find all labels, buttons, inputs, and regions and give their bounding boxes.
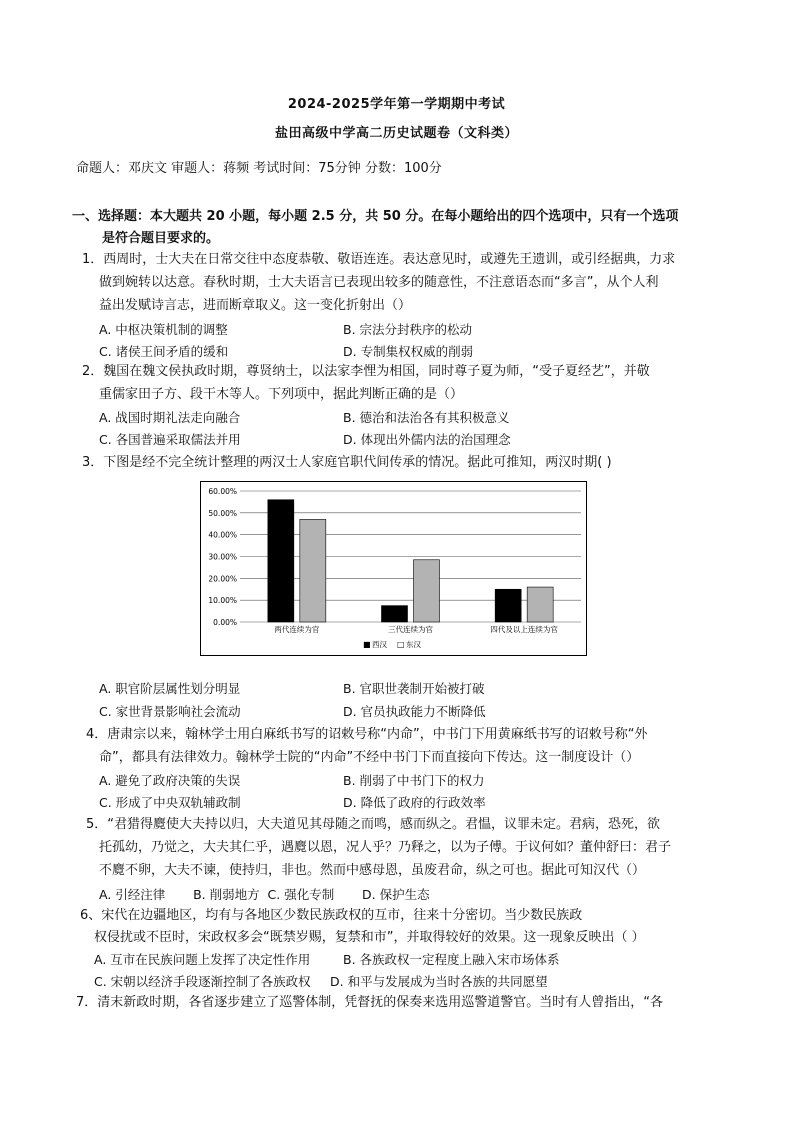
q2-line-1: 2．魏国在魏文侯执政时期，尊贤纳士，以法家李悝为相国，同时尊子夏为师，“受子夏经艺”，并敬: [82, 364, 650, 379]
exam-subtitle: 盐田高级中学高二历史试题卷（文科类）: [274, 126, 518, 141]
q3-option-b: B. 官职世袭制开始被打破: [343, 681, 485, 696]
section-heading: [72, 206, 722, 250]
legend-label: 西汉: [372, 640, 387, 649]
q5-line-3: 不麑不卵，大夫不谏，使持归，非也。然而中感母恩，虽废君命，纵之可也。据此可知汉代（）: [99, 863, 646, 878]
y-tick-label: 60.00%: [208, 487, 237, 496]
y-tick-label: 30.00%: [208, 552, 237, 562]
q4-line-2: 命”，都具有法律效力。翰林学士院的“内命”不经中书门下而直接向下传达。这一制度设计（）: [99, 750, 640, 765]
exam-meta: 命题人：邓庆文 审题人：蒋频 考试时间：75分钟 分数：100分: [76, 161, 442, 176]
q5-options: A. 引经注律 B. 削弱地方 C. 强化专制 D. 保护生态: [99, 887, 430, 902]
q4-line-1: 4．唐肃宗以来，翰林学士用白麻纸书写的诏敕号称“内命”，中书门下用黄麻纸书写的诏敕号称“外: [86, 727, 648, 742]
q2-line-2: 重儒家田子方、段干木等人。下列项中，据此判断正确的是（）: [99, 387, 464, 402]
q1-line-2: 做到婉转以达意。春秋时期，士大夫语言已表现出较多的随意性，不注意语态而“多言”，从个人利: [99, 275, 659, 290]
q1-option-d: D. 专制集权权威的削弱: [343, 344, 474, 359]
y-tick-label: 0.00%: [213, 618, 237, 627]
section-line-1: 一、选择题：本大题共 20 小题，每小题 2.5 分，共 50 分。在每小题给出的四个选项中，只有一个选项: [72, 209, 679, 224]
q6-option-b: B. 各族政权一定程度上融入宋市场体系: [343, 952, 560, 967]
q1-option-c: C. 诸侯王间矛盾的缓和: [99, 344, 229, 359]
y-tick-label: 20.00%: [208, 574, 237, 584]
bar-chart: [200, 481, 587, 656]
legend-marker: □: [397, 640, 405, 649]
x-tick-label: 两代连续为官: [274, 625, 320, 634]
bar-eastern-han: [300, 519, 326, 622]
y-tick-label: 50.00%: [208, 508, 237, 518]
q6-line-1: 6、宋代在边疆地区，均有与各地区少数民族政权的互市，往来十分密切。当少数民族政: [80, 908, 583, 923]
q5-line-1: 5．“君猎得麑使大夫持以归，大夫道见其母随之而鸣，感而纵之。君愠，议罪未定。君病，恐死，欲: [86, 817, 661, 832]
x-tick-label: 四代及以上连续为官: [490, 625, 558, 634]
exam-title: 2024-2025学年第一学期期中考试: [287, 97, 506, 112]
q6-option-a: A. 互市在民族问题上发挥了决定性作用: [94, 952, 311, 967]
q1-option-a: A. 中枢决策机制的调整: [99, 322, 228, 337]
q6-option-c: C. 宋朝以经济手段逐渐控制了各族政权: [94, 974, 311, 989]
q3-option-a: A. 职官阶层属性划分明显: [99, 681, 241, 696]
q3-option-c: C. 家世背景影响社会流动: [99, 704, 241, 719]
q2-option-a: A. 战国时期礼法走向融合: [99, 410, 241, 425]
bar-western-han: [495, 589, 521, 622]
q4-option-a: A. 避免了政府决策的失误: [99, 773, 241, 788]
q4-option-b: B. 削弱了中书门下的权力: [343, 773, 485, 788]
bar-eastern-han: [414, 560, 440, 622]
bar-western-han: [268, 500, 294, 622]
bar-western-han: [382, 606, 408, 622]
section-line-2: 是符合题目要求的。: [102, 231, 220, 246]
x-tick-label: 三代连续为官: [388, 625, 433, 634]
q1-line-3: 益出发赋诗言志，进而断章取义。这一变化折射出（）: [99, 298, 412, 313]
q1-line-1: 1．西周时，士大夫在日常交往中态度恭敬、敬语连连。表达意见时，或遵先王遗训，或引经据典，力求: [82, 252, 676, 267]
q2-option-c: C. 各国普遍采取儒法并用: [99, 432, 241, 447]
q6-line-2: 权侵扰或不臣时，宋政权多会“既禁岁赐，复禁和市”，并取得较好的效果。这一现象反映出（ ）: [94, 930, 645, 945]
legend-label: 东汉: [406, 640, 421, 649]
y-tick-label: 40.00%: [208, 530, 237, 540]
q4-option-d: D. 降低了政府的行政效率: [343, 795, 486, 810]
bar-eastern-han: [527, 587, 553, 622]
q5-line-2: 托孤幼，乃觉之，大夫其仁乎，遇麑以恩，况人乎？乃释之，以为子傅。于议何如？董仲舒曰：君子: [99, 840, 672, 855]
q1-option-b: B. 宗法分封秩序的松动: [343, 322, 473, 337]
q7-line-1: 7．清末新政时期，各省逐步建立了巡警体制，凭督抚的保奏来选用巡警道警官。当时有人曾指出，“各: [76, 995, 664, 1010]
legend-marker: ■: [363, 640, 371, 649]
y-tick-label: 10.00%: [208, 596, 237, 606]
q3-option-d: D. 官员执政能力不断降低: [343, 704, 486, 719]
q6-option-d: D. 和平与发展成为当时各族的共同愿望: [330, 974, 548, 989]
q4-option-c: C. 形成了中央双轨辅政制: [99, 795, 241, 810]
q3-line-1: 3．下图是经不完全统计整理的两汉士人家庭官职代间传承的情况。据此可推知，两汉时期( ): [82, 455, 612, 470]
q2-option-b: B. 德治和法治各有其积极意义: [343, 410, 510, 425]
q2-option-d: D. 体现出外儒内法的治国理念: [343, 432, 511, 447]
